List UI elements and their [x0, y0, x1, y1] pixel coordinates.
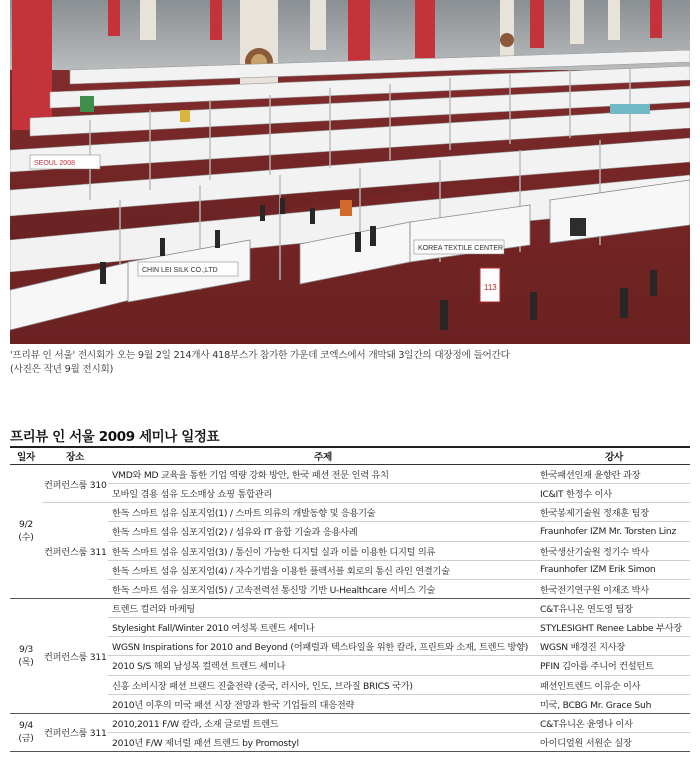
table-row: [10, 694, 690, 713]
photo-caption: [10, 349, 690, 377]
speaker-cell: 한국봉제기술원 정재훈 팀장: [538, 503, 690, 522]
speaker-cell: STYLESIGHT Renee Labbe 부사장: [538, 618, 690, 637]
table-row: [10, 618, 690, 637]
subject-cell: 트렌드 컬러와 마케팅: [108, 598, 538, 617]
speaker-cell: 한국전기연구원 이재조 박사: [538, 579, 690, 598]
sign-seoul: SEOUL 2008: [34, 160, 75, 167]
speaker-cell: IC&IT 한정수 이사: [538, 484, 690, 503]
date-cell: [10, 713, 42, 751]
subject-cell: Stylesight Fall/Winter 2010 여성복 트렌드 세미나: [108, 618, 538, 637]
speaker-cell: WGSN 배경진 지사장: [538, 637, 690, 656]
speaker-cell: Fraunhofer IZM Mr. Torsten Linz: [538, 522, 690, 541]
table-row: [10, 732, 690, 751]
subject-cell: 한독 스마트 섬유 심포지엄(3) / 통신이 가능한 디지털 실과 이를 이용한 디지털 의류: [108, 541, 538, 560]
subject-cell: VMD와 MD 교육을 통한 기업 역량 강화 방안, 한국 패션 전문 인력 유치: [108, 465, 538, 484]
header-date: 일자: [10, 448, 42, 465]
speaker-cell: 미국, BCBG Mr. Grace Suh: [538, 694, 690, 713]
table-row: [10, 579, 690, 598]
table-row: [10, 484, 690, 503]
date-day: 9/4: [18, 720, 34, 732]
table-title: 프리뷰 인 서울 2009 세미나 일정표: [10, 429, 220, 445]
subject-cell: 2010년 F/W 제너럴 패션 트렌드 by Promostyl: [108, 732, 538, 751]
sign-korea-textile: KOREA TEXTILE CENTER: [418, 245, 504, 252]
date-day: 9/3: [18, 643, 34, 655]
header-subject: 주제: [108, 448, 538, 465]
table-row: [10, 522, 690, 541]
subject-cell: 한독 스마트 섬유 심포지엄(1) / 스마트 의류의 개발동향 및 응용기술: [108, 503, 538, 522]
date-weekday: (금): [18, 733, 34, 745]
date-cell: [10, 465, 42, 599]
date-weekday: (목): [18, 656, 34, 668]
table-row: [10, 465, 690, 484]
subject-cell: 2010,2011 F/W 칼라, 소재 글로벌 트렌드: [108, 713, 538, 732]
subject-cell: 신흥 소비시장 패션 브랜드 진출전략 (중국, 러시아, 인도, 브라질 BRICS 국가): [108, 675, 538, 694]
subject-cell: 한독 스마트 섬유 심포지엄(4) / 자수기법을 이용한 플렉서블 회로의 통신 라인 연결기술: [108, 560, 538, 579]
caption-line-2: (사진은 작년 9월 전시회): [10, 364, 114, 375]
sign-chin-lei: CHIN LEI SILK CO.,LTD: [142, 267, 218, 274]
venue-cell: 컨퍼런스룸 311: [42, 503, 108, 599]
subject-cell: 모바일 겸용 섬유 도소매상 쇼핑 통합관리: [108, 484, 538, 503]
table-row: [10, 713, 690, 732]
table-row: [10, 598, 690, 617]
table-row: [10, 560, 690, 579]
table-header-row: [10, 448, 690, 465]
venue-cell: 컨퍼런스룸 310: [42, 465, 108, 503]
date-cell: [10, 598, 42, 713]
table-row: [10, 675, 690, 694]
header-speaker: 강사: [538, 448, 690, 465]
table-row: [10, 656, 690, 675]
subject-cell: 2010 S/S 해외 남성복 컬렉션 트렌드 세미나: [108, 656, 538, 675]
subject-cell: WGSN Inspirations for 2010 and Beyond (어패럴과 텍스타일을 위한 칼라, 프린트와 소재, 트렌드 방향): [108, 637, 538, 656]
seminar-schedule-table: [10, 448, 690, 752]
venue-cell: 컨퍼런스룸 311: [42, 598, 108, 713]
sign-booth-number: 113: [484, 283, 497, 292]
speaker-cell: C&T유니온 윤영나 이사: [538, 713, 690, 732]
table-row: [10, 541, 690, 560]
caption-line-1: '프리뷰 인 서울' 전시회가 오는 9월 2일 214개사 418부스가 참가한 가운데 코엑스에서 개막돼 3일간의 대장정에 들어간다: [10, 350, 510, 361]
speaker-cell: C&T유니온 연도영 팀장: [538, 598, 690, 617]
speaker-cell: 패션인트렌드 이유순 이사: [538, 675, 690, 694]
speaker-cell: Fraunhofer IZM Erik Simon: [538, 560, 690, 579]
header-venue: 장소: [42, 448, 108, 465]
subject-cell: 한독 스마트 섬유 심포지엄(2) / 섬유와 IT 융합 기술과 응용사례: [108, 522, 538, 541]
speaker-cell: 한국생산기술원 정기수 박사: [538, 541, 690, 560]
table-row: [10, 503, 690, 522]
table-row: [10, 637, 690, 656]
subject-cell: 한독 스마트 섬유 심포지엄(5) / 고속전력선 통신망 기반 U-Healthcare 서비스 기술: [108, 579, 538, 598]
subject-cell: 2010년 이후의 미국 패션 시장 전망과 한국 기업들의 대응전략: [108, 694, 538, 713]
date-day: 9/2: [18, 519, 34, 531]
speaker-cell: PFIN 김아름 주니어 컨설턴트: [538, 656, 690, 675]
exhibition-photo: [10, 0, 690, 344]
venue-cell: 컨퍼런스룸 311: [42, 713, 108, 751]
date-weekday: (수): [18, 532, 34, 544]
speaker-cell: 한국패션인재 윤향란 과장: [538, 465, 690, 484]
speaker-cell: 아이디얼원 서원순 실장: [538, 732, 690, 751]
